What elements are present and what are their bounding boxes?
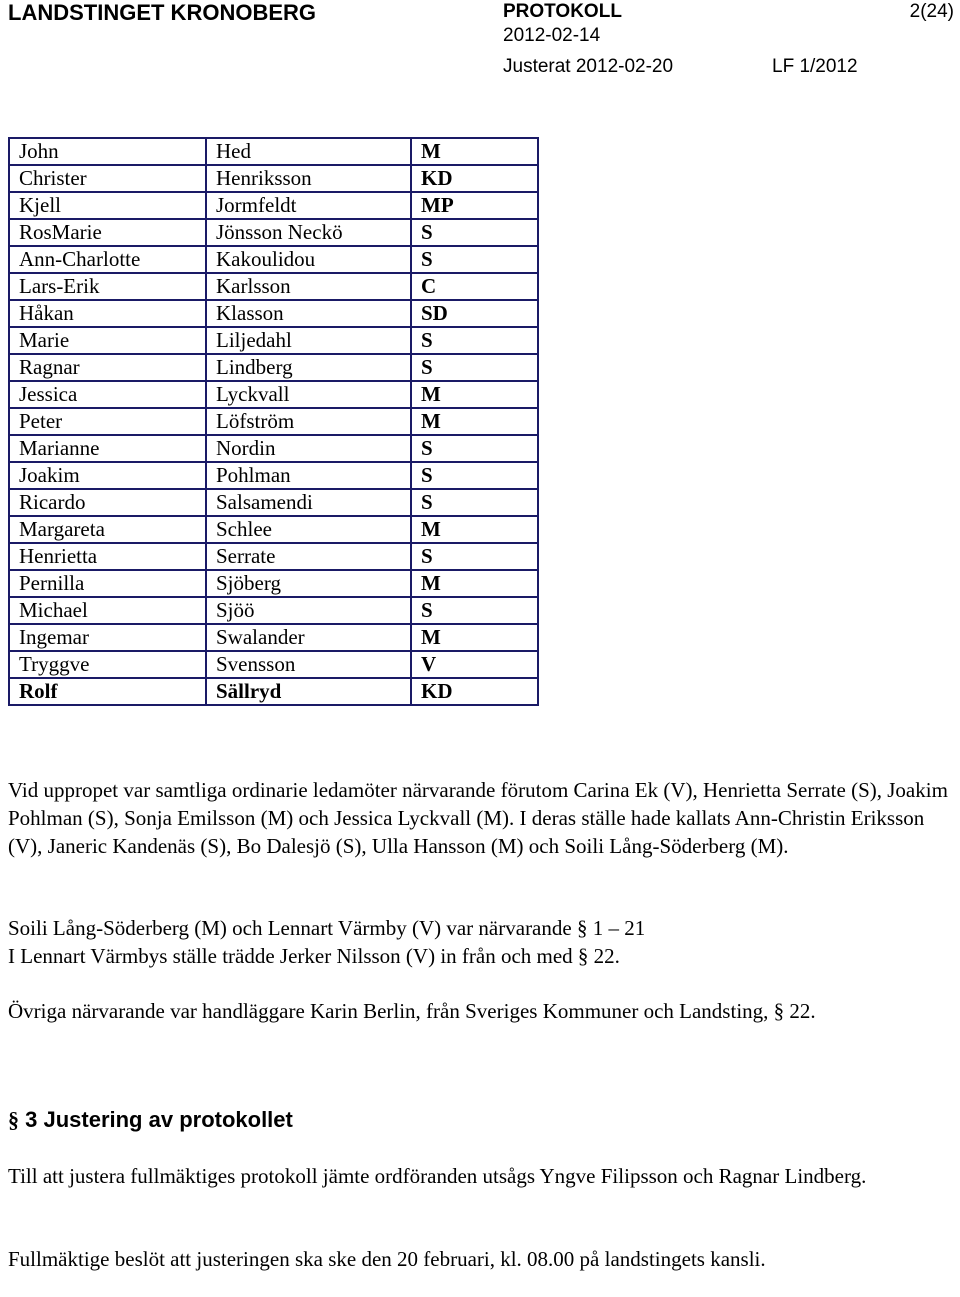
member-first-name: Marianne <box>9 435 206 462</box>
member-row <box>9 165 538 192</box>
member-first-name: Ragnar <box>9 354 206 381</box>
member-row <box>9 516 538 543</box>
member-party: S <box>411 435 538 462</box>
member-last-name: Nordin <box>206 435 411 462</box>
member-row <box>9 246 538 273</box>
member-last-name: Sjöö <box>206 597 411 624</box>
member-party: V <box>411 651 538 678</box>
member-row <box>9 624 538 651</box>
member-last-name: Henriksson <box>206 165 411 192</box>
member-last-name: Schlee <box>206 516 411 543</box>
member-last-name: Jormfeldt <box>206 192 411 219</box>
section-sign: § <box>8 1107 19 1132</box>
member-party: SD <box>411 300 538 327</box>
others-present-paragraph: Övriga närvarande var handläggare Karin Berlin, från Sveriges Kommuner och Landsting, § 22. <box>8 999 816 1023</box>
member-first-name: Ann-Charlotte <box>9 246 206 273</box>
member-last-name: Karlsson <box>206 273 411 300</box>
member-party: MP <box>411 192 538 219</box>
member-row <box>9 570 538 597</box>
member-last-name: Sällryd <box>206 678 411 705</box>
member-first-name: Tryggve <box>9 651 206 678</box>
member-last-name: Lindberg <box>206 354 411 381</box>
member-party: M <box>411 408 538 435</box>
page-number: 2(24) <box>909 1 954 22</box>
member-first-name: RosMarie <box>9 219 206 246</box>
member-last-name: Hed <box>206 138 411 165</box>
member-row <box>9 597 538 624</box>
member-first-name: Henrietta <box>9 543 206 570</box>
decision-paragraph: Fullmäktige beslöt att justeringen ska ske den 20 februari, kl. 08.00 på landstingets kansli. <box>8 1247 766 1271</box>
members-table-body <box>9 138 538 705</box>
member-row <box>9 462 538 489</box>
member-first-name: John <box>9 138 206 165</box>
member-last-name: Svensson <box>206 651 411 678</box>
member-row <box>9 651 538 678</box>
member-party: S <box>411 246 538 273</box>
member-party: M <box>411 516 538 543</box>
substitute-line-2: I Lennart Värmbys ställe trädde Jerker Nilsson (V) in från och med § 22. <box>8 944 620 968</box>
member-last-name: Serrate <box>206 543 411 570</box>
document-type: PROTOKOLL <box>503 1 622 22</box>
document-reference: LF 1/2012 <box>772 56 858 77</box>
member-party: S <box>411 543 538 570</box>
member-party: M <box>411 570 538 597</box>
member-first-name: Peter <box>9 408 206 435</box>
roll-call-paragraph: Vid uppropet var samtliga ordinarie ledamöter närvarande förutom Carina Ek (V), Henrietta Serrate (S), Joakim Pohlman (S), Sonja Emilsson (M) och Jessica Lyckvall (M). I deras ställe hade kallats Ann-Christin Eriksson (V), Janeric Kandenäs (S), Bo Dalesjö (S), Ulla Hansson (M) och Soili Lång-Söderberg (M). <box>8 778 948 858</box>
member-last-name: Klasson <box>206 300 411 327</box>
section-heading <box>8 1106 293 1134</box>
member-row <box>9 435 538 462</box>
member-first-name: Lars-Erik <box>9 273 206 300</box>
member-row <box>9 678 538 705</box>
member-party: S <box>411 327 538 354</box>
member-last-name: Pohlman <box>206 462 411 489</box>
member-row <box>9 219 538 246</box>
member-party: KD <box>411 165 538 192</box>
member-first-name: Joakim <box>9 462 206 489</box>
member-row <box>9 327 538 354</box>
member-first-name: Christer <box>9 165 206 192</box>
member-party: S <box>411 354 538 381</box>
member-row <box>9 273 538 300</box>
member-party: M <box>411 624 538 651</box>
meeting-date: 2012-02-14 <box>503 25 601 46</box>
member-row <box>9 300 538 327</box>
members-table <box>8 137 539 706</box>
member-first-name: Håkan <box>9 300 206 327</box>
member-party: S <box>411 597 538 624</box>
member-last-name: Sjöberg <box>206 570 411 597</box>
member-row <box>9 354 538 381</box>
member-first-name: Rolf <box>9 678 206 705</box>
member-first-name: Michael <box>9 597 206 624</box>
member-party: S <box>411 219 538 246</box>
member-row <box>9 381 538 408</box>
member-party: M <box>411 381 538 408</box>
member-first-name: Marie <box>9 327 206 354</box>
member-first-name: Ingemar <box>9 624 206 651</box>
member-last-name: Lyckvall <box>206 381 411 408</box>
member-first-name: Margareta <box>9 516 206 543</box>
organization-name: LANDSTINGET KRONOBERG <box>8 0 316 25</box>
member-party: M <box>411 138 538 165</box>
substitute-line-1: Soili Lång-Söderberg (M) och Lennart Värmby (V) var närvarande § 1 – 21 <box>8 916 646 940</box>
member-first-name: Pernilla <box>9 570 206 597</box>
adjusted-date: Justerat 2012-02-20 <box>503 56 674 77</box>
member-party: S <box>411 462 538 489</box>
member-party: KD <box>411 678 538 705</box>
member-row <box>9 489 538 516</box>
adjusters-paragraph: Till att justera fullmäktiges protokoll jämte ordföranden utsågs Yngve Filipsson och Ragnar Lindberg. <box>8 1164 867 1188</box>
member-party: S <box>411 489 538 516</box>
member-last-name: Jönsson Neckö <box>206 219 411 246</box>
member-first-name: Ricardo <box>9 489 206 516</box>
member-last-name: Swalander <box>206 624 411 651</box>
member-first-name: Kjell <box>9 192 206 219</box>
member-last-name: Kakoulidou <box>206 246 411 273</box>
member-last-name: Liljedahl <box>206 327 411 354</box>
member-first-name: Jessica <box>9 381 206 408</box>
member-row <box>9 138 538 165</box>
member-last-name: Löfström <box>206 408 411 435</box>
member-last-name: Salsamendi <box>206 489 411 516</box>
member-row <box>9 408 538 435</box>
member-row <box>9 192 538 219</box>
member-party: C <box>411 273 538 300</box>
member-row <box>9 543 538 570</box>
section-title: 3 Justering av protokollet <box>25 1107 293 1132</box>
